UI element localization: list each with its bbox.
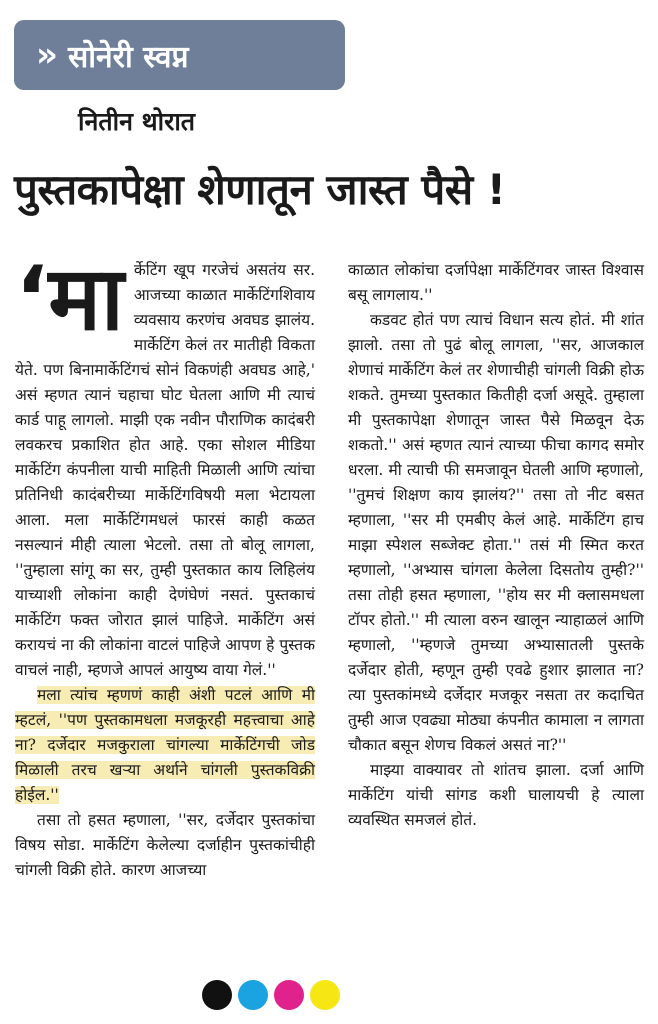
drop-cap: ‘मा [15,247,124,350]
black-dot [202,980,232,1010]
paragraph: माझ्या वाक्यावर तो शांतच झाला. दर्जा आणि मार्केटिंग यांची सांगड कशी घालायची हे त्याला व्यवस्थित समजलं होतं. [348,761,644,829]
highlighted-paragraph: मला त्यांच म्हणणं काही अंशी पटलं आणि मी म्हटलं, ''पण पुस्तकामधला मजकूरही महत्त्वाचा आहे ना? दर्जेदार मजकुराला चांगल्या मार्केटिंगची जोड मिळाली तरच खऱ्या अर्थाने चांगली पुस्तकविक्री होईल.'' [15,686,315,804]
article-headline: पुस्तकापेक्षा शेणातून जास्त पैसे ! [14,165,506,214]
paragraph: र्केटिंग खूप गरजेचं असतंय सर. आजच्या काळात मार्केटिंगशिवाय व्यवसाय करणंच अवघड झालंय. मार्केटिंग केलं तर मातीही विकता येते. पण बिनामार्केटिंगचं सोनं विकणंही अवघड आहे,' असं म्हणत त्यानं चहाचा घोट घेतला आणि मी त्याचं कार्ड पाहू लागलो. माझी एक नवीन पौराणिक कादंबरी लवकरच प्रकाशित होत आहे. एका सोशल मीडिया मार्केटिंग कंपनीला याची माहिती मिळाली आणि त्यांचा प्रतिनिधी कादंबरीच्या मार्केटिंगविषयी मला भेटायला आला. मला मार्केटिंगमधलं फारसं काही कळत नसल्यानं मीही त्याला भेटलो. तसा तो बोलू लागला, ''तुम्हाला सांगू का सर, तुम्ही पुस्तकात काय लिहिलंय याच्याशी लोकांना काही देणंघेणं नसतं. पुस्तकाचं मार्केटिंग फक्त जोरात झालं पाहिजे. मार्केटिंग असं करायचं ना की लोकांना वाटलं पाहिजे आपण हे पुस्तक वाचलं नाही, म्हणजे आपलं आयुष्य वाया गेलं.'' [15,261,315,679]
paragraph: कडवट होतं पण त्याचं विधान सत्य होतं. मी शांत झालो. तसा तो पुढं बोलू लागला, ''सर, आजकाल शेणाचं मार्केटिंग केलं तर शेणाचीही चांगली विक्री होऊ शकते. तुमच्या पुस्तकात कितीही दर्जा असूदे. तुम्हाला मी पुस्तकापेक्षा शेणातून जास्त पैसे मिळवून देऊ शकतो.'' असं म्हणत त्यानं त्याच्या फीचा कागद समोर धरला. मी त्याची फी समजावून घेतली आणि म्हणालो, ''तुमचं शिक्षण काय झालंय?'' तसा तो नीट बसत म्हणाला, ''सर मी एमबीए केलं आहे. मार्केटिंग हाच माझा स्पेशल सब्जेक्ट होता.'' तसं मी स्मित करत म्हणालो, ''अभ्यास चांगला केलेला दिसतोय तुम्ही?'' तसा तोही हसत म्हणाला, ''होय सर मी क्लासमधला टॉपर होतो.'' मी त्याला वरुन खालून न्याहाळलं आणि म्हणालो, ''म्हणजे तुमच्या अभ्यासातली पुस्तके दर्जेदार होती, म्हणून तुम्ही एवढे हुशार झालात ना? त्या पुस्तकांमध्ये दर्जेदार मजकूर नसता तर कदाचित तुम्ही आज एवढ्या मोठ्या कंपनीत कामाला न लागता चौकात बसून शेणच विकलं असतं ना?'' [348,311,644,754]
column-title: सोनेरी स्वप्न [67,39,189,75]
yellow-dot [310,980,340,1010]
right-column [348,258,644,833]
left-column [15,247,315,883]
paragraph: काळात लोकांचा दर्जापेक्षा मार्केटिंगवर जास्त विश्वास बसू लागलाय.'' [348,261,644,304]
double-chevron-icon: » [36,35,58,75]
paragraph: तसा तो हसत म्हणाला, ''सर, दर्जेदार पुस्तकांचा विषय सोडा. मार्केटिंग केलेल्या दर्जाहीन पुस्तकांचीही चांगली विक्री होते. कारण आजच्या [15,811,315,879]
column-banner [14,20,345,90]
author-name: नितीन थोरात [78,107,196,136]
registration-marks [202,980,340,1010]
cyan-dot [238,980,268,1010]
magenta-dot [274,980,304,1010]
